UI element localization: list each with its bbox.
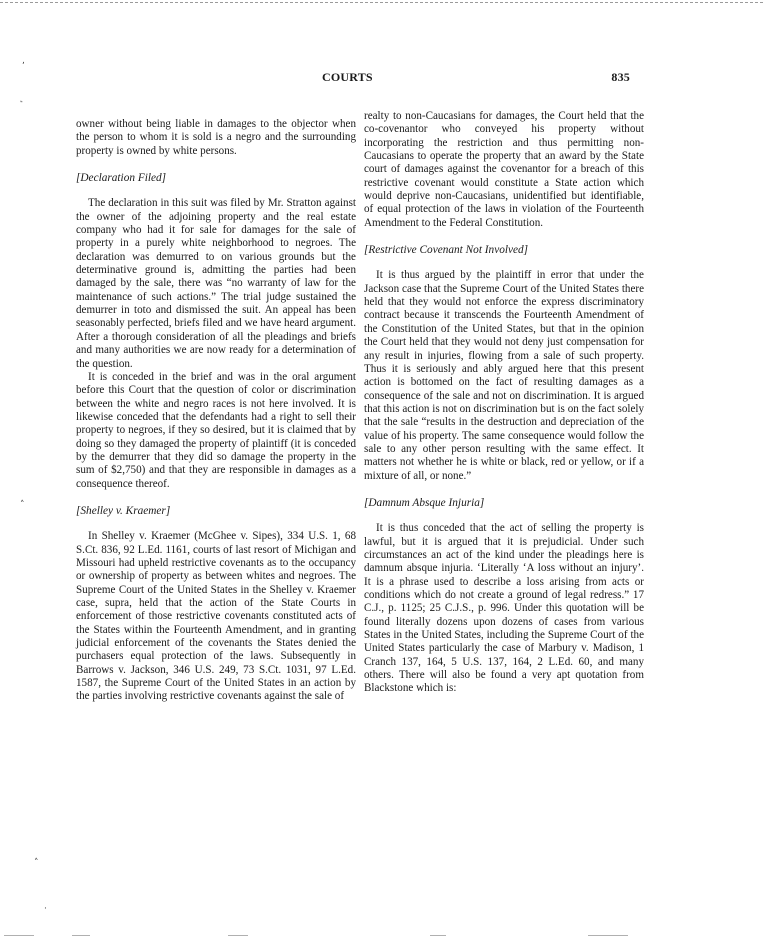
- scan-speck: ˄: [34, 858, 39, 868]
- scan-speck: ˄: [20, 500, 25, 510]
- page-number: 835: [611, 70, 630, 84]
- running-head-title: COURTS: [322, 70, 373, 84]
- section-heading: [Damnum Absque Injuria]: [364, 496, 485, 509]
- scan-speck: ,: [22, 56, 25, 66]
- paragraph: In Shelley v. Kraemer (McGhee v. Sipes), 334 U.S. 1, 68 S.Ct. 836, 92 L.Ed. 1161, courts of last resort of Michigan and Missouri had upheld restrictive covenants as to the occupancy or ownership of property as between whites and negroes. The Supreme Court of the United States in the Shelley v. Kraemer case, supra, held that the action of the State Courts in enforcement of those restrictive covenants constituted acts of the States within the Fourteenth Amendment, and in granting judicial enforcement of the covenants the States denied the purchasers equal protection of the laws. Subsequently in Barrows v. Jackson, 346 U.S. 249, 73 S.Ct. 1031, 97 L.Ed. 1587, the Supreme Court of the United States in an action by the parties involving restrictive covenants against the sale of: [76, 530, 356, 703]
- section-heading: [Declaration Filed]: [76, 172, 167, 185]
- paragraph: It is conceded in the brief and was in the oral argument before this Court that the question of color or discrimination between the white and negro races is not here involved. It is likewise conceded that the defendants had a right to sell their property to negroes, if they so desired, but it is claimed that by doing so they damaged the property of plaintiff (it is conceded by the demurrer that they did so damage the property in the sum of $2,750) and that they are responsible in damages as a consequence thereof.: [76, 370, 356, 490]
- paragraph: It is thus argued by the plaintiff in error that under the Jackson case that the Supreme Court of the United States there held that they would not enforce the express discriminatory contract because it transcends the Fourteenth Amendment of the Constitution of the United States, but that in the opinion the Court held that they would not deny just compensation for any result in injuries, flowing from a sale of such property. Thus it is seriously and ably argued here that this present action is bottomed on the fact of resulting damages as a consequence of the sale and not on discrimination. It is argued that this action is not on discrimination but is on the fact solely that the sale “results in the destruction and depreciation of the value of his property. The same consequence would follow the sale to any other person resulting with the same effect. It matters not whether he is white or black, red or yellow, or if a mixture of all, or none.”: [364, 269, 644, 482]
- scan-edge-rule: [72, 935, 90, 936]
- scan-edge-rule: [228, 935, 248, 936]
- scan-speck: ˻: [20, 93, 23, 103]
- right-column: [364, 110, 644, 696]
- paragraph: The declaration in this suit was filed by Mr. Stratton against the owner of the adjoining property and the real estate company who had it for sale for damages for the sale of property in a purely white neighborhood to negroes. The declaration was demurred to on various grounds but the determinative ground is, admitting the parties had been damaged by the sale, there was “no warranty of law for the maintenance of such actions.” The trial judge sustained the demurrer in toto and dismissed the suit. An appeal has been seasonably perfected, briefs filed and we have heard argument. After a thorough consideration of all the pleadings and briefs and many authorities we are now ready for a determination of the question.: [76, 197, 356, 370]
- section-heading: [Restrictive Covenant Not Involved]: [364, 244, 529, 257]
- scan-edge-rule: [0, 2, 763, 3]
- scan-speck: ·: [44, 904, 47, 914]
- scan-edge-rule: [588, 935, 628, 936]
- paragraph: It is thus conceded that the act of selling the property is lawful, but it is argued that it is prejudicial. Under such circumstances an act of the kind under the pleadings here is damnum absque injuria. ‘Literally ‘A loss without an injury’. It is a phrase used to describe a loss arising from acts or conditions which do not create a ground of legal redress.” 17 C.J., p. 1125; 25 C.J.S., p. 996. Under this quotation will be found literally dozens upon dozens of cases from various States in the United States, including the Supreme Court of the United States particularly the case of Marbury v. Madison, 1 Cranch 137, 164, 5 U.S. 137, 164, 2 L.Ed. 60, and many others. There will also be found a very apt quotation from Blackstone which is:: [364, 522, 644, 695]
- paragraph: realty to non-Caucasians for damages, the Court held that the co-covenantor who conveyed his property without incorporating the restriction and thus permitting non-Caucasians to operate the property that an award by the State court of damages against the covenantor for a breach of this restrictive covenant would constitute a State action which would deprive non-Caucasians, unidentified but identifiable, of equal protection of the laws in violation of the Fourteenth Amendment to the Federal Constitution.: [364, 110, 644, 229]
- scan-edge-rule: [4, 935, 34, 936]
- section-heading: [Shelley v. Kraemer]: [76, 504, 171, 517]
- paragraph: owner without being liable in damages to the objector when the person to whom it is sold is a negro and the surrounding property is owned by white persons.: [76, 118, 356, 157]
- running-head: [70, 70, 650, 86]
- left-column: [76, 118, 356, 704]
- scan-edge-rule: [430, 935, 446, 936]
